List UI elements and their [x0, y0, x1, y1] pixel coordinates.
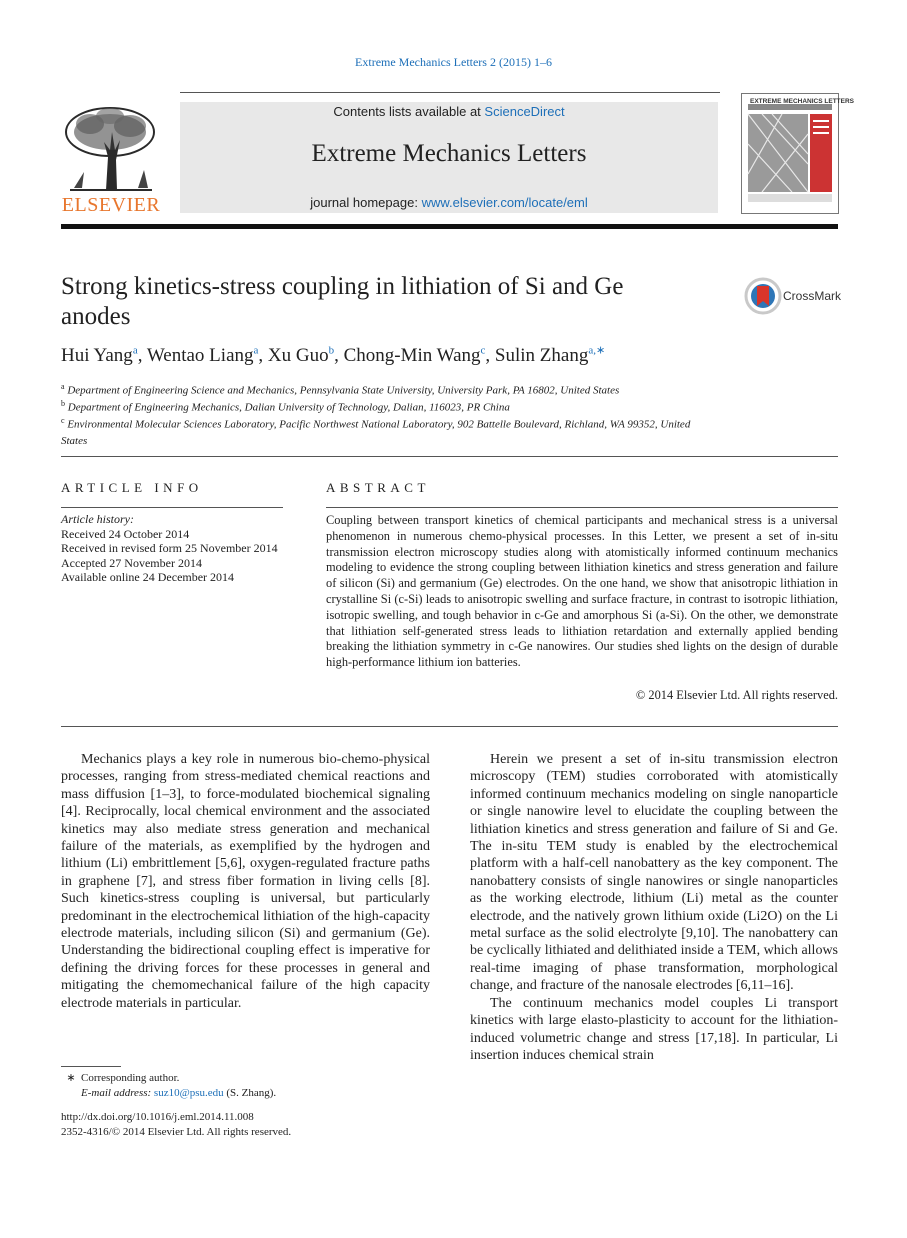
- abstract-rule: [326, 507, 838, 508]
- footnote-rule: [61, 1066, 121, 1067]
- crossmark-label: CrossMark: [783, 289, 842, 303]
- affiliation-rule: [61, 456, 838, 457]
- publisher-name[interactable]: ELSEVIER: [61, 194, 161, 216]
- abstract-heading: ABSTRACT: [326, 480, 430, 495]
- issn-line: 2352-4316/© 2014 Elsevier Ltd. All rights reserved.: [61, 1126, 292, 1138]
- abstract-text: Coupling between transport kinetics of chemical participants and mechanical stress is a universal phenomenon in numerous chemo-physical processes. In this Letter, we present a set of in-situ transmission electron microscopy studies along with atomistically informed continuum mechanics modeling to evidence the strong coupling between lithiation kinetics and stress generation and failure of silicon (Si) and germanium (Ge) electrodes. On the one hand, we show that anisotropic lithiation in crystalline Si (c-Si) leads to anisotropic swelling and surface fracture, in contrast to isotropic lithiation, isotropic swelling, and tough behavior in c-Ge and amorphous Si (a-Si). On the other, we demonstrate that lithiation self-generated stress leads to lithiation retardation and externally applied bending breaking the lithiation symmetry in c-Ge nanowires. Our studies shed lights on the design of durable high-performance lithium ion batteries.: [326, 513, 838, 670]
- affiliation-b: $^b$ Department of Engineering Mechanics, Dalian University of Technology, Dalian, 116023, PR China: [61, 399, 510, 414]
- corresponding-footnote: ∗ Corresponding author.: [66, 1072, 180, 1084]
- email-footnote: E-mail address: suz10@psu.edu (S. Zhang).: [81, 1087, 277, 1099]
- history-received: Received 24 October 2014: [61, 526, 190, 541]
- author-list: Hui Yang$^a$, Wentao Liang$^a$, Xu Guo$^b$, Chong-Min Wang$^c$, Sulin Zhang$^{a,∗}$: [61, 344, 606, 366]
- journal-cover-thumbnail[interactable]: [741, 93, 855, 214]
- abstract-bottom-rule: [61, 726, 838, 727]
- article-info-rule: [61, 507, 283, 508]
- author-1[interactable]: Hui Yang$^a$: [61, 344, 138, 366]
- abstract-copyright: © 2014 Elsevier Ltd. All rights reserved.: [635, 688, 838, 702]
- author-4[interactable]: Chong-Min Wang$^c$: [343, 344, 486, 366]
- crossmark-badge[interactable]: [744, 277, 864, 317]
- doi-link[interactable]: http://dx.doi.org/10.1016/j.eml.2014.11.008: [61, 1111, 254, 1123]
- article-title: Strong kinetics-stress coupling in lithiation of Si and Ge anodes: [61, 273, 624, 330]
- author-5[interactable]: Sulin Zhang$^{a,∗}$: [494, 344, 606, 366]
- article-info-heading: ARTICLE INFO: [61, 480, 203, 495]
- contents-line: [180, 104, 718, 119]
- header-thick-rule: [61, 224, 838, 229]
- header-top-rule: [180, 92, 720, 93]
- email-link[interactable]: suz10@psu.edu: [153, 1087, 224, 1099]
- cover-title: EXTREME MECHANICS LETTERS: [750, 98, 855, 105]
- journal-reference[interactable]: Extreme Mechanics Letters 2 (2015) 1–6: [355, 55, 552, 69]
- sciencedirect-link[interactable]: ScienceDirect: [484, 104, 565, 119]
- author-2[interactable]: Wentao Liang$^a$: [146, 344, 259, 366]
- homepage-line: [180, 195, 718, 210]
- crossmark-icon: [744, 277, 782, 315]
- affiliation-a: $^a$ Department of Engineering Science and Mechanics, Pennsylvania State University, University Park, PA 16802, United States: [61, 382, 620, 397]
- homepage-prefix: journal homepage:: [310, 195, 418, 210]
- journal-title: Extreme Mechanics Letters: [311, 140, 587, 167]
- contents-prefix: Contents lists available at: [333, 104, 481, 119]
- article-history: [61, 512, 283, 585]
- intro-paragraph: Mechanics plays a key role in numerous bio-chemo-physical processes, ranging from stress-mediated chemical reactions and mass diffusion [1–3], to force-modulated biochemical signaling [4]. Reciprocally, local chemical environment and the associated kinetics may also mediate stress generation and mechanical failure of the materials, as exemplified by the hydrogen and lithium (Li) embrittlement [5,6], oxygen-regulated fracture paths in graphene [7], and stress fiber formation in living cells [8]. Such kinetics-stress coupling is universal, but particularly predominant in the electrochemical lithiation of the high-capacity electrode materials, including silicon (Si) and germanium (Ge). Understanding the bidirectional coupling effect is imperative for defining the driving forces for these processes in general and mitigating the chemomechanical failure of the high capacity electrode materials in particular.: [61, 752, 430, 1011]
- history-heading: Article history:: [61, 512, 134, 526]
- model-paragraph: The continuum mechanics model couples Li transport kinetics with large elasto-plasticity to account for the lithiation-induced volumetric change and stress [17,18]. In particular, Li insertion induces chemical strain: [470, 995, 838, 1063]
- homepage-link[interactable]: www.elsevier.com/locate/eml: [421, 195, 588, 210]
- history-online: Available online 24 December 2014: [61, 570, 235, 585]
- author-3[interactable]: Xu Guo$^b$: [267, 344, 335, 366]
- approach-paragraph: Herein we present a set of in-situ transmission electron microscopy (TEM) studies corroborated with atomistically informed continuum mechanics modeling on single nanoparticle or single nanowire level to elucidate the coupling between the lithiation kinetics and stress generation and failure of Si and Ge. The in-situ TEM study is enabled by the electrochemical platform with a half-cell nanobattery as the key component. The nanobattery consists of single nanowires or single nanoparticles as the working electrode, lithium (Li) metal as the counter electrode, and the natively grown lithium oxide (Li2O) on the Li metal surface as the solid electrolyte [9,10]. The nanobattery can be cyclically lithiated and delithiated inside a TEM, which allows real-time imaging of phase transformation, morphological change, and fracture of the nanosale electrodes [6,11–16].: [470, 752, 838, 994]
- body-left-column: [61, 751, 430, 1012]
- affiliation-c: $^c$ Environmental Molecular Sciences Laboratory, Pacific Northwest National Laboratory, 902 Battelle Boulevard, Richland, WA 99352, United States: [61, 416, 691, 447]
- history-revised: Received in revised form 25 November 2014: [61, 541, 278, 556]
- history-accepted: Accepted 27 November 2014: [61, 555, 202, 570]
- body-right-column: [470, 751, 838, 1064]
- cover-art: [742, 94, 855, 213]
